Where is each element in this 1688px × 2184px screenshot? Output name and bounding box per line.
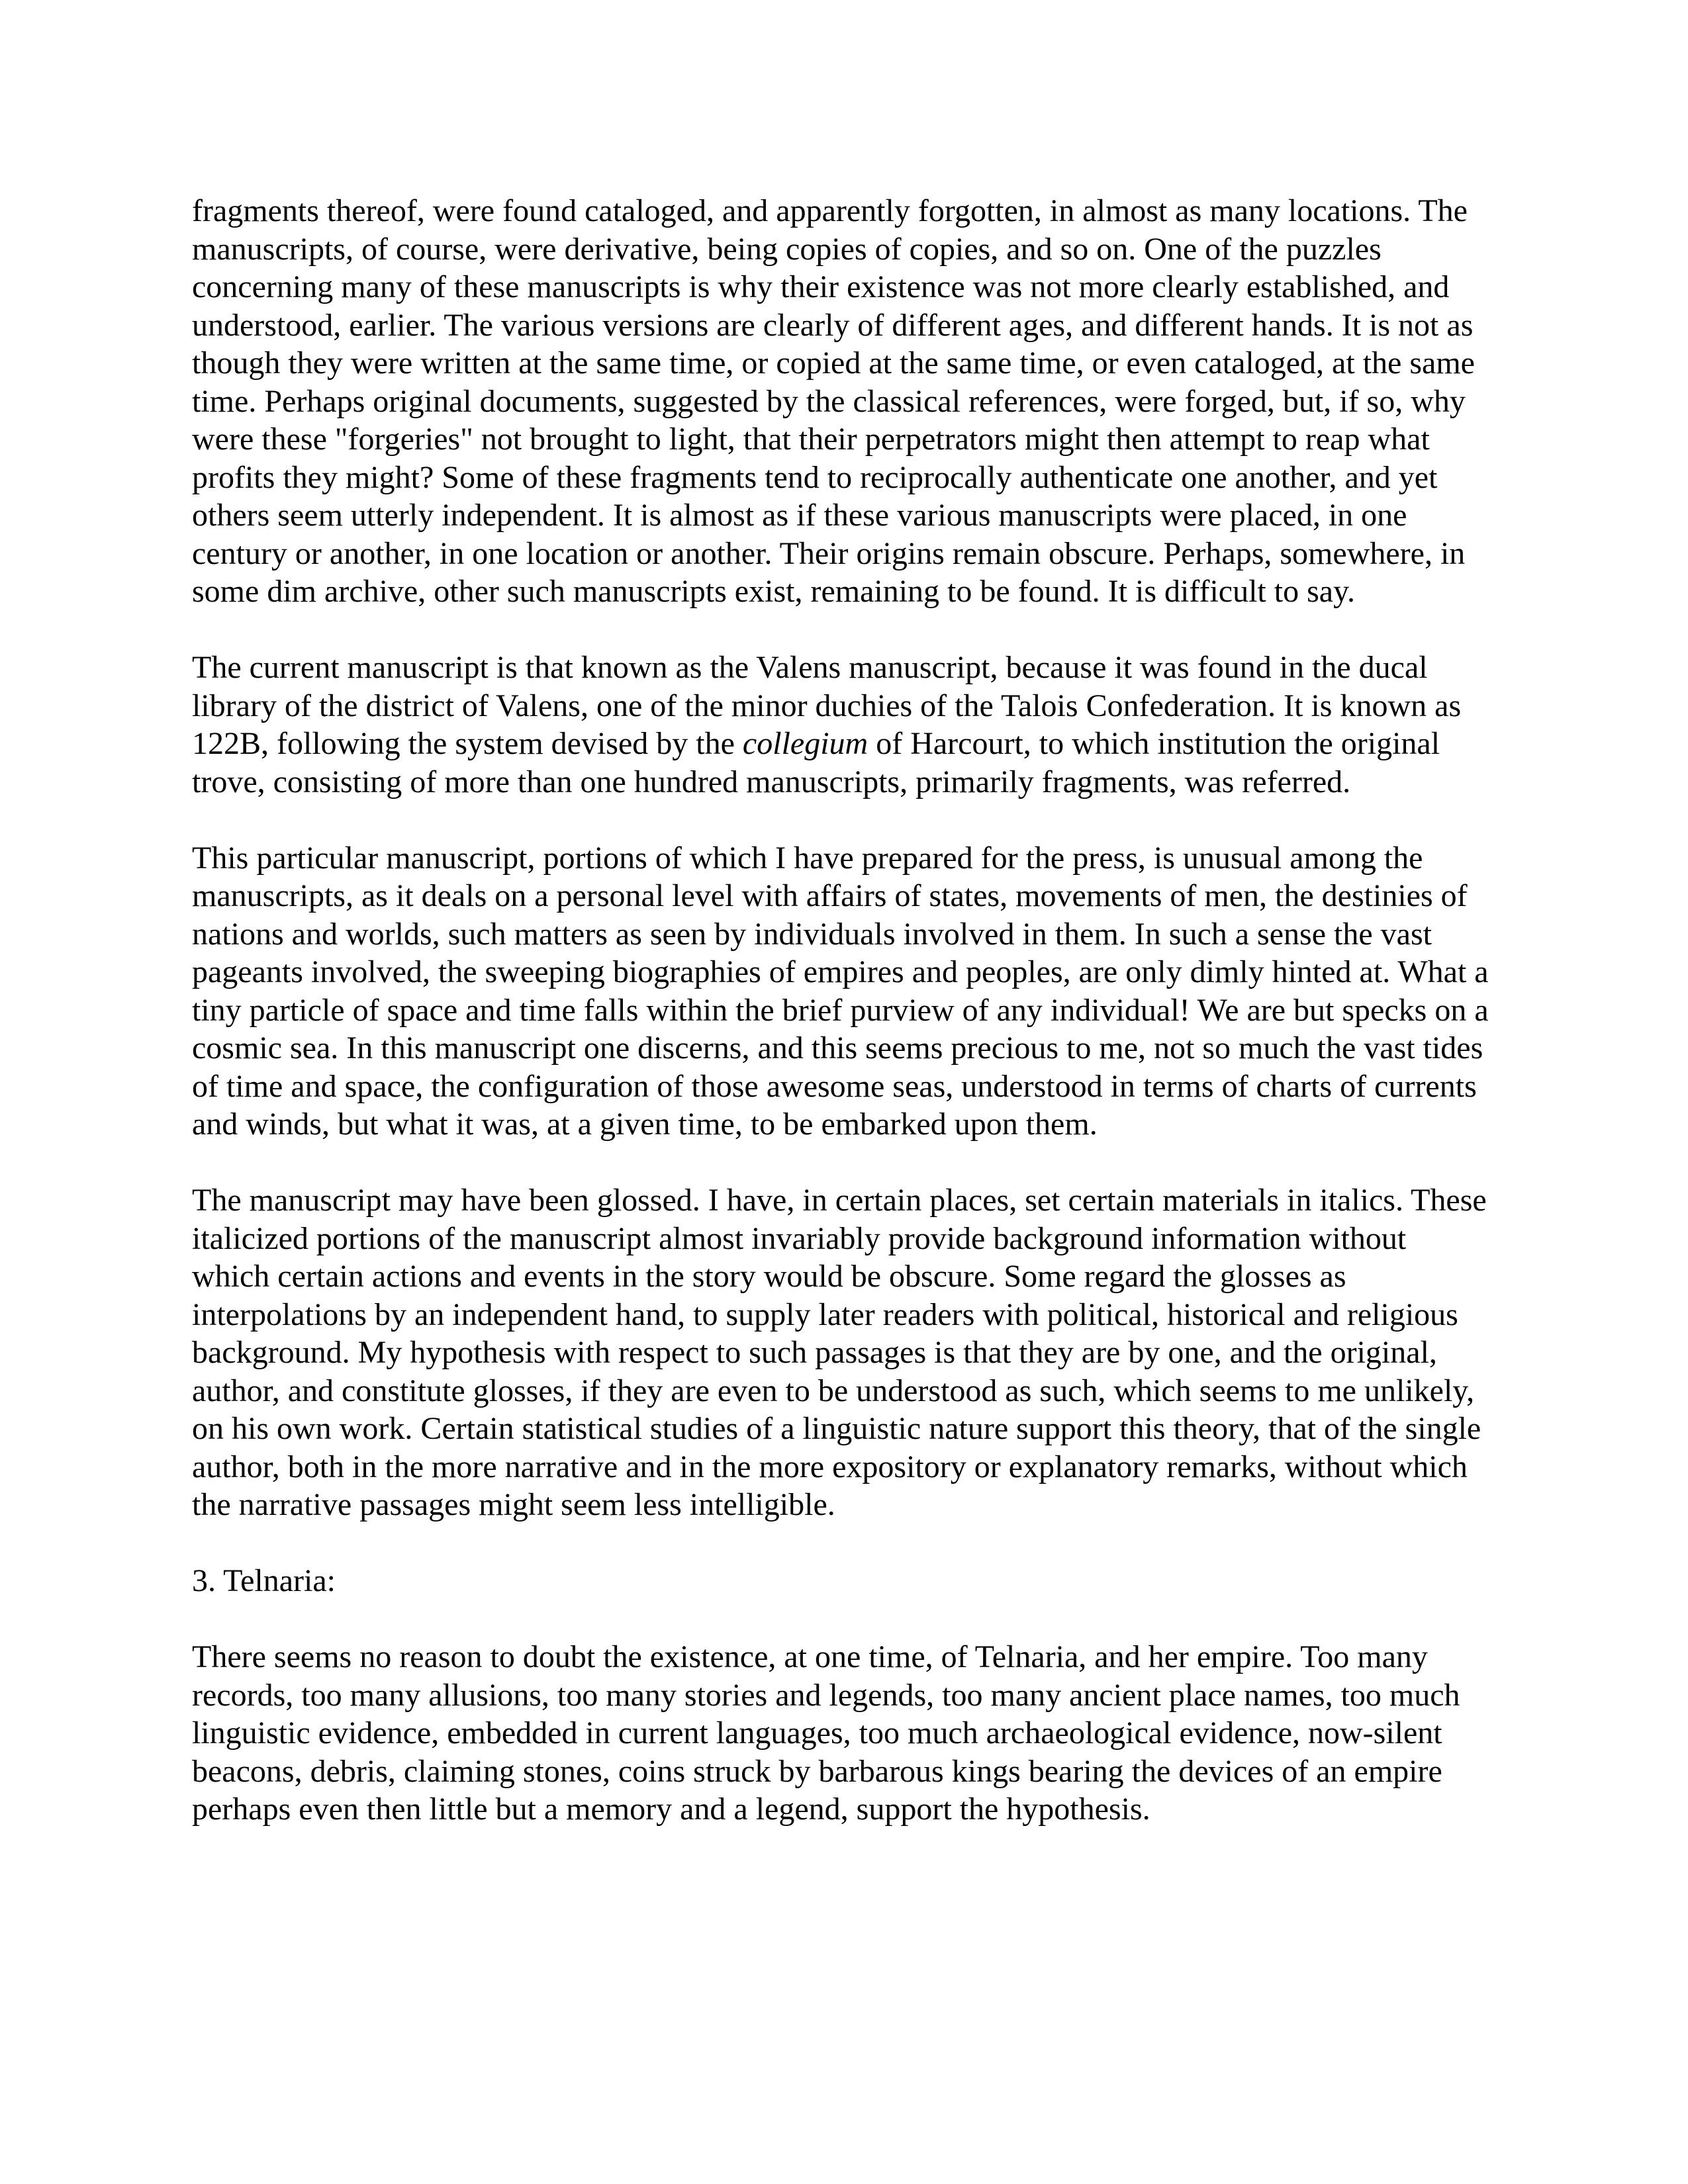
paragraph-valens-manuscript (192, 649, 1489, 801)
italic-term-collegium: collegium (742, 726, 868, 761)
paragraph-text-segment: of Harcourt, to which institution the original trove, consisting of more than one hundred manuscripts, primarily fragments, was referred. (192, 726, 1440, 799)
section-heading-telnaria: 3. Telnaria: (192, 1563, 336, 1598)
paragraph-telnaria-existence: There seems no reason to doubt the existence, at one time, of Telnaria, and her empire. Too many records, too many allusions, too many stories and legends, too many ancient place names, too much linguistic evidence, embedded in current languages, too much archaeological evidence, now-silent beacons, debris, claiming stones, coins struck by barbarous kings bearing the devices of an empire perhaps even then little but a memory and a legend, support the hypothesis. (192, 1639, 1460, 1827)
paragraph-personal-level: This particular manuscript, portions of which I have prepared for the press, is unusual among the manuscripts, as it deals on a personal level with affairs of states, movements of men, the destinies of nations and worlds, such matters as seen by individuals involved in them. In such a sense the vast pageants involved, the sweeping biographies of empires and peoples, are only dimly hinted at. What a tiny particle of space and time falls within the brief purview of any individual! We are but specks on a cosmic sea. In this manuscript one discerns, and this seems precious to me, not so much the vast tides of time and space, the configuration of those awesome seas, understood in terms of charts of currents and winds, but what it was, at a given time, to be embarked upon them. (192, 840, 1489, 1142)
paragraph-manuscript-fragments: fragments thereof, were found cataloged, and apparently forgotten, in almost as many locations. The manuscripts, of course, were derivative, being copies of copies, and so on. One of the puzzles concerning many of these manuscripts is why their existence was not more clearly established, and understood, earlier. The various versions are clearly of different ages, and different hands. It is not as though they were written at the same time, or copied at the same time, or even cataloged, at the same time. Perhaps original documents, suggested by the classical references, were forged, but, if so, why were these "forgeries" not brought to light, that their perpetrators might then attempt to reap what profits they might? Some of these fragments tend to reciprocally authenticate one another, and yet others seem utterly independent. It is almost as if these various manuscripts were placed, in one century or another, in one location or another. Their origins remain obscure. Perhaps, somewhere, in some dim archive, other such manuscripts exist, remaining to be found. It is difficult to say. (192, 193, 1475, 609)
paragraph-text-segment: The current manuscript is that known as the Valens manuscript, because it was found in the ducal library of the district of Valens, one of the minor duchies of the Talois Confederation. It is known as 122B, following the system devised by the (192, 650, 1462, 761)
paragraph-glosses: The manuscript may have been glossed. I have, in certain places, set certain materials in italics. These italicized portions of the manuscript almost invariably provide background information without which certain actions and events in the story would be obscure. Some regard the glosses as interpolations by an independent hand, to supply later readers with political, historical and religious background. My hypothesis with respect to such passages is that they are by one, and the original, author, and constitute glosses, if they are even to be understood as such, which seems to me unlikely, on his own work. Certain statistical studies of a linguistic nature support this theory, that of the single author, both in the more narrative and in the more expository or explanatory remarks, without which the narrative passages might seem less intelligible. (192, 1183, 1487, 1522)
document-body (192, 192, 1489, 1829)
